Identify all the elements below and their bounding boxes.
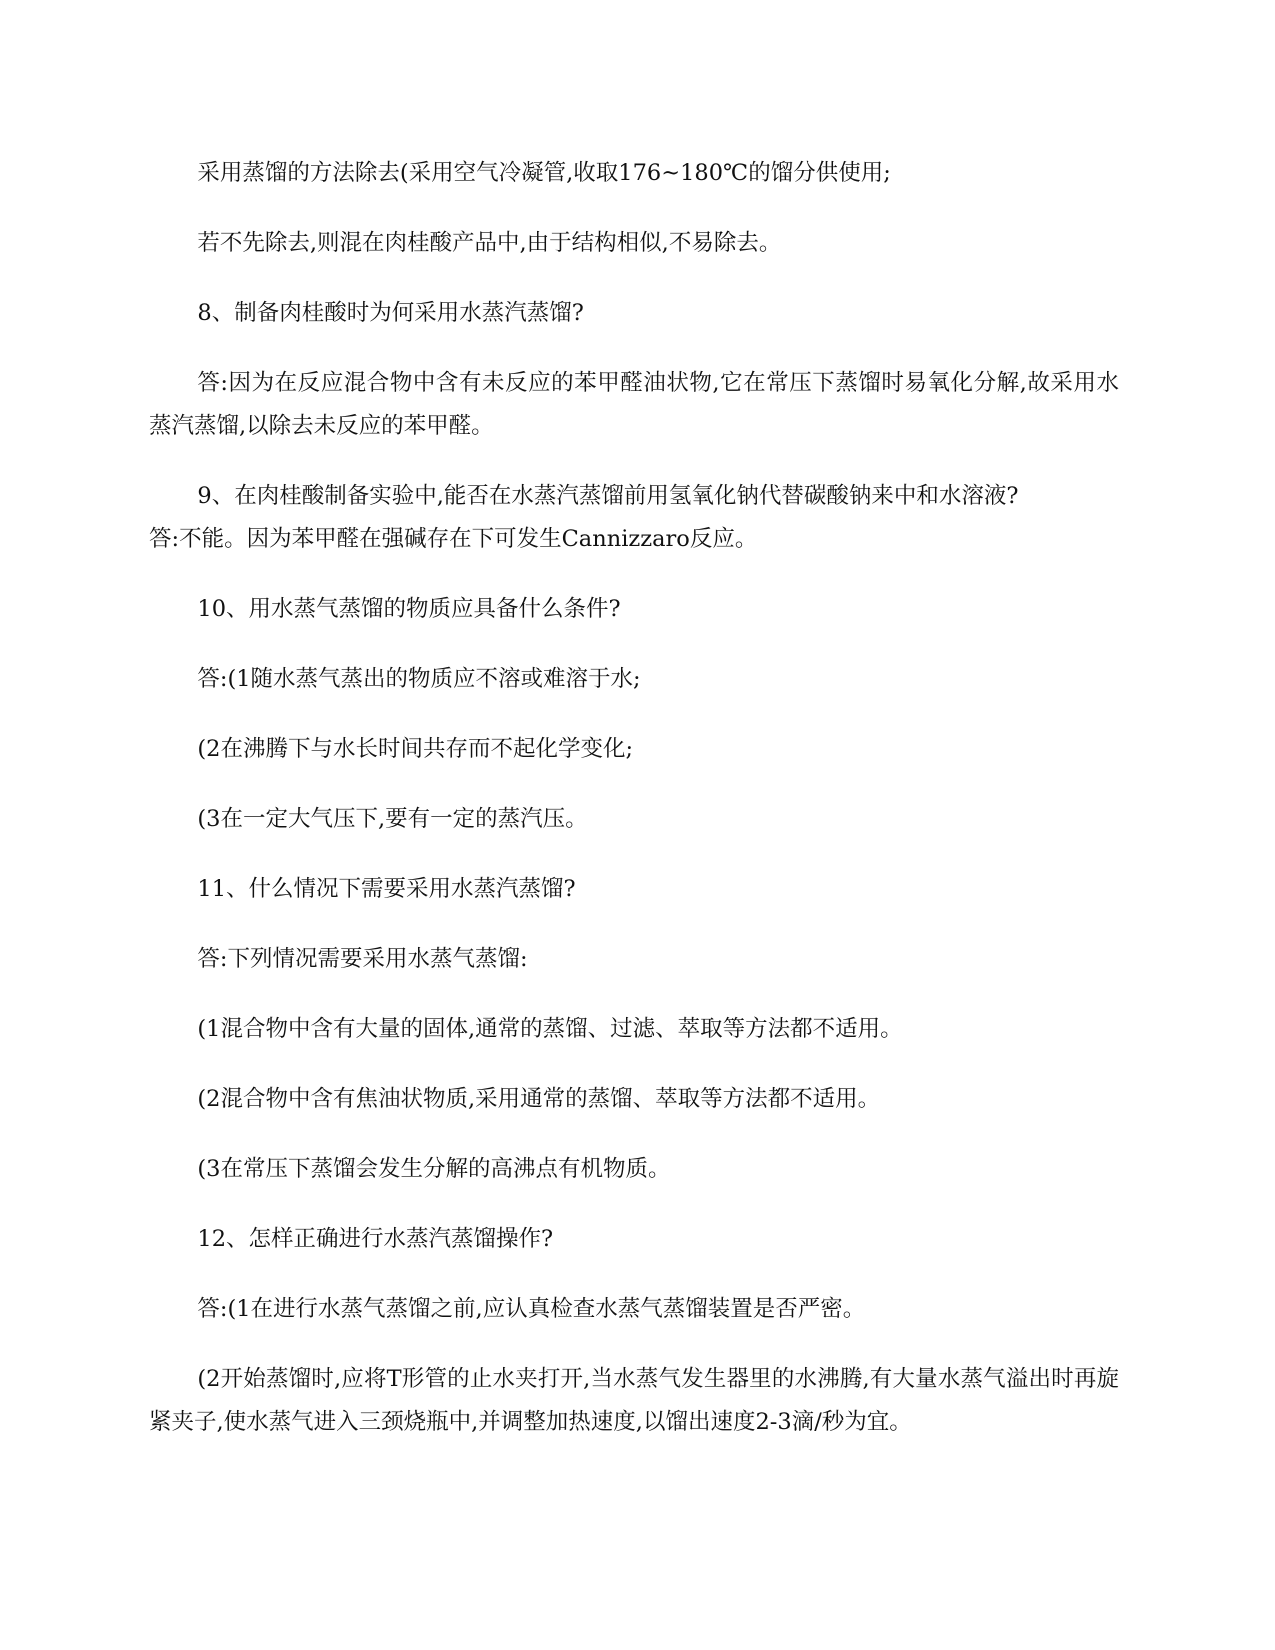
paragraph-distillation-removal: 采用蒸馏的方法除去(采用空气冷凝管,收取176~180℃的馏分供使用; [197,160,891,186]
answer-11-item-2: (2混合物中含有焦油状物质,采用通常的蒸馏、萃取等方法都不适用。 [197,1086,881,1112]
answer-10-item-1: 答:(1随水蒸气蒸出的物质应不溶或难溶于水; [197,666,641,692]
paragraph-removal-reason: 若不先除去,则混在肉桂酸产品中,由于结构相似,不易除去。 [197,230,782,256]
answer-11-item-3: (3在常压下蒸馏会发生分解的高沸点有机物质。 [197,1156,671,1182]
answer-9: 答:不能。因为苯甲醛在强碱存在下可发生Cannizzaro反应。 [149,526,758,552]
answer-8: 答:因为在反应混合物中含有未反应的苯甲醛油状物,它在常压下蒸馏时易氧化分解,故采用水蒸汽蒸馏,以除去未反应的苯甲醛。 [149,370,1119,439]
question-8: 8、制备肉桂酸时为何采用水蒸汽蒸馏? [197,300,584,326]
question-10: 10、用水蒸气蒸馏的物质应具备什么条件? [197,596,621,622]
question-9: 9、在肉桂酸制备实验中,能否在水蒸汽蒸馏前用氢氧化钠代替碳酸钠来中和水溶液? [197,483,1019,509]
answer-12-item-2: (2开始蒸馏时,应将T形管的止水夹打开,当水蒸气发生器里的水沸腾,有大量水蒸气溢出时再旋紧夹子,使水蒸气进入三颈烧瓶中,并调整加热速度,以馏出速度2-3滴/秒为宜。 [149,1366,1119,1435]
answer-10-item-2: (2在沸腾下与水长时间共存而不起化学变化; [197,736,634,762]
question-12: 12、怎样正确进行水蒸汽蒸馏操作? [197,1226,554,1252]
answer-11-item-1: (1混合物中含有大量的固体,通常的蒸馏、过滤、萃取等方法都不适用。 [197,1016,903,1042]
answer-12-item-1: 答:(1在进行水蒸气蒸馏之前,应认真检查水蒸气蒸馏装置是否严密。 [197,1296,866,1322]
question-11: 11、什么情况下需要采用水蒸汽蒸馏? [197,876,576,902]
answer-11-intro: 答:下列情况需要采用水蒸气蒸馏: [197,946,528,972]
answer-10-item-3: (3在一定大气压下,要有一定的蒸汽压。 [197,806,588,832]
document-body [149,152,1119,1471]
